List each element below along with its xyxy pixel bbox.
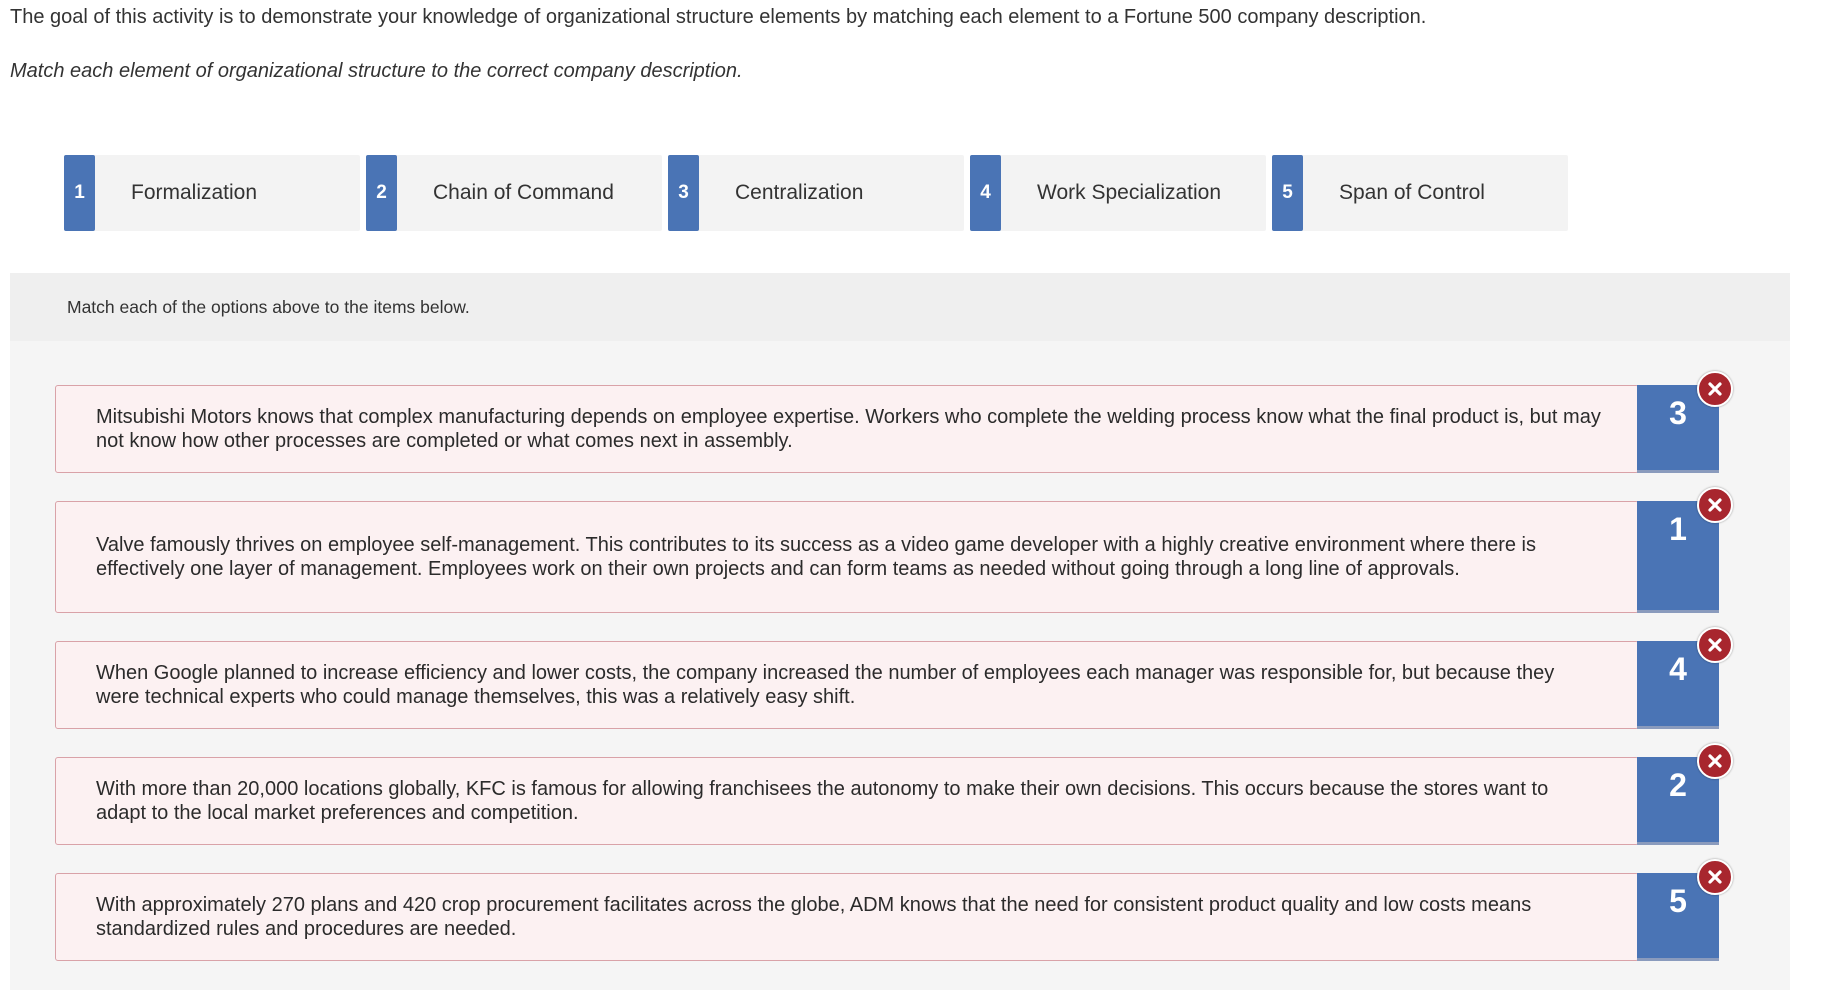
match-item-5[interactable] <box>55 873 1719 961</box>
item-description: Valve famously thrives on employee self-management. This contributes to its success as a video game developer with a highly creative environment where there is effectively one layer of management. Employees work on their own projects and can form teams as needed without going through a long line of approvals. <box>55 501 1639 613</box>
answer-drop-slot[interactable]: 1 <box>1637 501 1719 613</box>
option-1[interactable] <box>64 155 360 231</box>
item-description: When Google planned to increase efficiency and lower costs, the company increased the number of employees each manager was responsible for, but because they were technical experts who could manage themselves, this was a relatively easy shift. <box>55 641 1639 729</box>
option-number: 3 <box>668 155 699 231</box>
answer-drop-slot[interactable]: 2 <box>1637 757 1719 845</box>
item-description: Mitsubishi Motors knows that complex manufacturing depends on employee expertise. Workers who complete the welding process know what the final product is, but may not know how other processes are completed or what comes next in assembly. <box>55 385 1639 473</box>
option-label: Chain of Command <box>433 181 614 204</box>
options-row <box>64 155 1574 231</box>
match-item-3[interactable] <box>55 641 1719 729</box>
match-item-4[interactable] <box>55 757 1719 845</box>
option-label: Span of Control <box>1339 181 1485 204</box>
matching-panel <box>10 273 1790 990</box>
close-circle-icon <box>1697 627 1733 663</box>
activity-intro: The goal of this activity is to demonstrate your knowledge of organizational structure elements by matching each element to a Fortune 500 company description. <box>10 6 1427 28</box>
option-label: Centralization <box>735 181 864 204</box>
option-5[interactable] <box>1272 155 1568 231</box>
item-description: With approximately 270 plans and 420 crop procurement facilitates across the globe, ADM knows that the need for consistent product quality and low costs means standardized rules and procedures are needed. <box>55 873 1639 961</box>
match-item-1[interactable] <box>55 385 1719 473</box>
item-description: With more than 20,000 locations globally, KFC is famous for allowing franchisees the autonomy to make their own decisions. This occurs because the stores want to adapt to the local market preferences and competition. <box>55 757 1639 845</box>
close-circle-icon <box>1697 487 1733 523</box>
answer-drop-slot[interactable]: 5 <box>1637 873 1719 961</box>
activity-instruction: Match each element of organizational structure to the correct company description. <box>10 60 743 82</box>
option-label: Work Specialization <box>1037 181 1222 204</box>
close-circle-icon <box>1697 859 1733 895</box>
match-item-2[interactable] <box>55 501 1719 613</box>
option-number: 5 <box>1272 155 1303 231</box>
option-3[interactable] <box>668 155 964 231</box>
option-number: 1 <box>64 155 95 231</box>
option-2[interactable] <box>366 155 662 231</box>
option-number: 4 <box>970 155 1001 231</box>
panel-header: Match each of the options above to the items below. <box>10 273 1790 341</box>
option-4[interactable] <box>970 155 1266 231</box>
close-circle-icon <box>1697 743 1733 779</box>
close-circle-icon <box>1697 371 1733 407</box>
answer-drop-slot[interactable]: 4 <box>1637 641 1719 729</box>
option-label: Formalization <box>131 181 258 204</box>
option-number: 2 <box>366 155 397 231</box>
answer-drop-slot[interactable]: 3 <box>1637 385 1719 473</box>
